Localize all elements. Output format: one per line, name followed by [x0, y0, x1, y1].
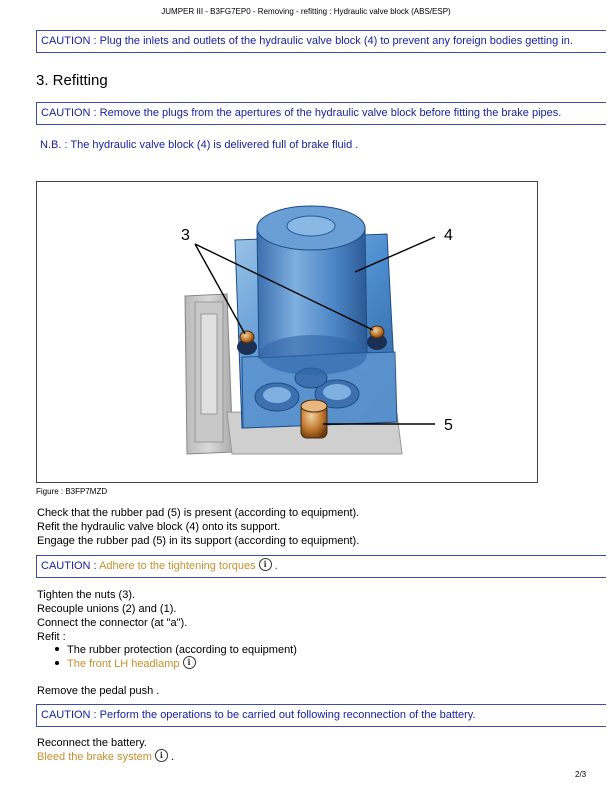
step-reconnect-battery: Reconnect the battery. — [37, 737, 147, 749]
callout-3: 3 — [181, 227, 190, 244]
bullet-dot — [55, 647, 59, 651]
rubber-pad — [301, 400, 327, 438]
figure-caption: Figure : B3FP7MZD — [36, 487, 108, 496]
step-tighten-nuts: Tighten the nuts (3). — [37, 589, 136, 601]
figure-frame — [36, 181, 538, 483]
step-refit-label: Refit : — [37, 631, 66, 643]
bullet-dot — [55, 661, 59, 665]
step-check-rubber-pad: Check that the rubber pad (5) is present (according to equipment). — [37, 507, 360, 519]
bleed-brake-system-link[interactable]: Bleed the brake system — [37, 751, 152, 763]
nb-note: N.B. : The hydraulic valve block (4) is delivered full of brake fluid . — [40, 139, 359, 151]
hydraulic-block-illustration — [37, 182, 537, 482]
pump-motor-cylinder — [257, 206, 367, 375]
page-number: 2/3 — [575, 770, 587, 779]
section-title: 3. Refitting — [36, 72, 108, 89]
tightening-torques-link[interactable]: Adhere to the tightening torques — [99, 560, 256, 572]
caution-plug-inlets: CAUTION : Plug the inlets and outlets of the hydraulic valve block (4) to prevent any foreign bodies getting in. — [36, 30, 606, 53]
page-header: JUMPER III - B3FG7EP0 - Removing - refitting : Hydraulic valve block (ABS/ESP) — [161, 7, 451, 16]
step-bleed-brakes — [37, 750, 174, 764]
callout-5: 5 — [444, 417, 453, 434]
info-icon[interactable]: i — [155, 749, 168, 762]
caution-torques — [36, 555, 606, 578]
front-lh-headlamp-link[interactable]: The front LH headlamp — [67, 658, 180, 670]
step-remove-pedal: Remove the pedal push . — [37, 685, 160, 697]
caution-remove-plugs: CAUTION : Remove the plugs from the apertures of the hydraulic valve block before fitting the brake pipes. — [36, 102, 606, 125]
bullet-text: The rubber protection (according to equipment) — [67, 644, 297, 656]
info-icon[interactable]: i — [259, 558, 272, 571]
caution-battery: CAUTION : Perform the operations to be carried out following reconnection of the battery. — [36, 704, 606, 727]
caution-prefix: CAUTION : — [41, 560, 100, 572]
step-engage-pad: Engage the rubber pad (5) in its support (according to equipment). — [37, 535, 360, 547]
bleed-suffix: . — [167, 751, 175, 763]
step-recouple-unions: Recouple unions (2) and (1). — [37, 603, 177, 615]
list-item — [55, 657, 196, 671]
step-refit-block: Refit the hydraulic valve block (4) onto its support. — [37, 521, 281, 533]
info-icon[interactable]: i — [183, 656, 196, 669]
step-connect-connector: Connect the connector (at "a"). — [37, 617, 188, 629]
caution-suffix: . — [271, 560, 278, 572]
list-item — [55, 643, 297, 657]
callout-4: 4 — [444, 227, 453, 244]
